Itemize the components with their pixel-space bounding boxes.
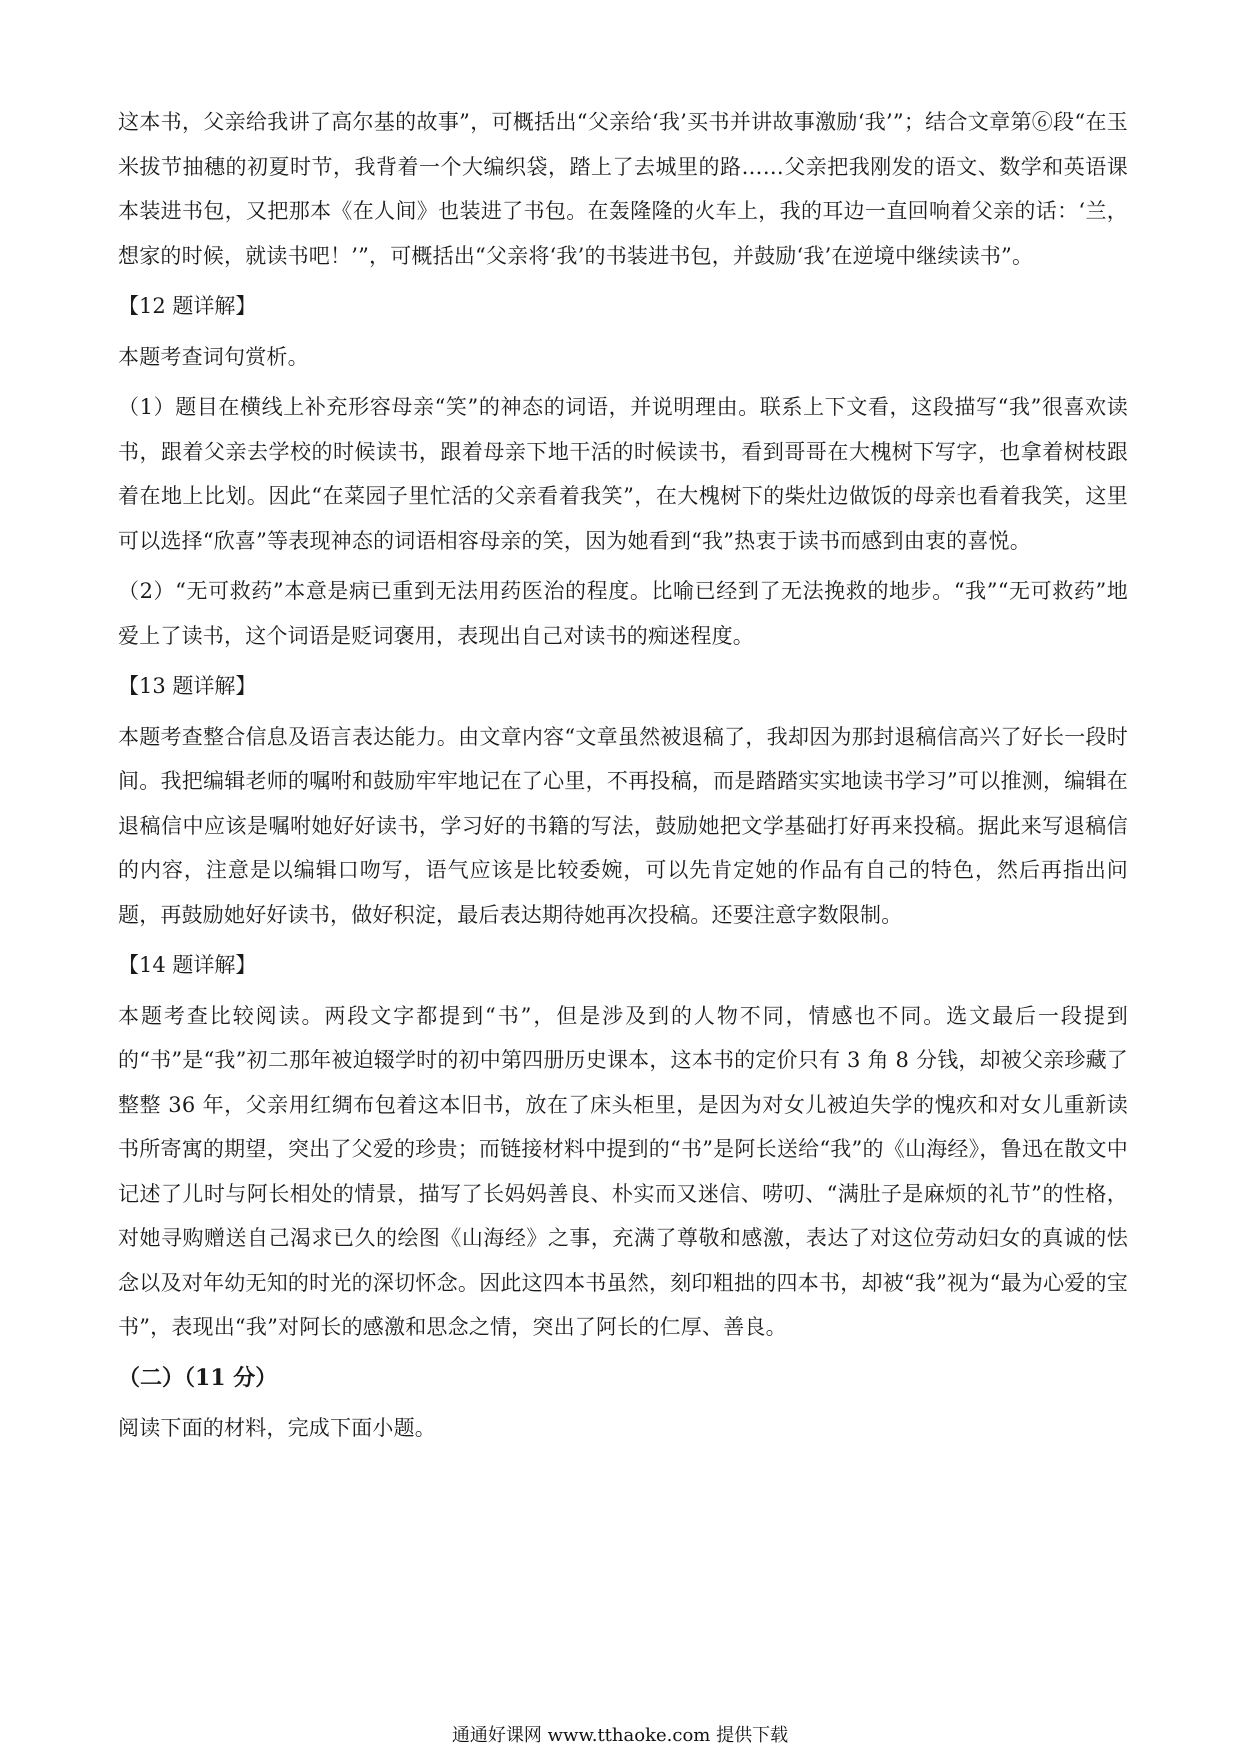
page-footer: 通通好课网 www.tthaoke.com 提供下载 [451,1725,789,1746]
document-body [118,100,1128,1457]
section-two-heading: （二）（11 分） [118,1364,278,1391]
reading-instruction: 阅读下面的材料，完成下面小题。 [118,1416,436,1440]
q12-part2: （2）“无可救药”本意是病已重到无法用药医治的程度。比喻已经到了无法挽救的地步。“我”“无可救药”地爱上了读书，这个词语是贬词褒用，表现出自己对读书的痴迷程度。 [118,579,1128,648]
q14-explanation: 本题考查比较阅读。两段文字都提到“书”，但是涉及到的人物不同，情感也不同。选文最后一段提到的“书”是“我”初二那年被迫辍学时的初中第四册历史课本，这本书的定价只有 3 角 8 分钱，却被父亲珍藏了整整 36 年，父亲用红绸布包着这本旧书，放在了床头柜里，是因为对女儿被迫失学的愧疚和对女儿重新读书所寄寓的期望，突出了父爱的珍贵；而链接材料中提到的“书”是阿长送给“我”的《山海经》，鲁迅在散文中记述了儿时与阿长相处的情景，描写了长妈妈善良、朴实而又迷信、唠叨、“满肚子是麻烦的礼节”的性格，对她寻购赠送自己渴求已久的绘图《山海经》之事，充满了尊敬和感激，表达了对这位劳动妇女的真诚的怯念以及对年幼无知的时光的深切怀念。因此这四本书虽然，刻印粗拙的四本书，却被“我”视为“最为心爱的宝书”，表现出“我”对阿长的感激和思念之情，突出了阿长的仁厚、善良。 [118,1003,1128,1339]
q12-intro: 本题考查词句赏析。 [118,344,309,369]
q13-heading: 【13 题详解】 [118,674,257,698]
q14-heading: 【14 题详解】 [118,953,257,977]
q13-explanation: 本题考查整合信息及语言表达能力。由文章内容“文章虽然被退稿了，我却因为那封退稿信高兴了好长一段时间。我把编辑老师的嘱咐和鼓励牢牢地记在了心里，不再投稿，而是踏踏实实地读书学习”可以推测，编辑在退稿信中应该是嘱咐她好好读书，学习好的书籍的写法，鼓励她把文学基础打好再来投稿。据此来写退稿信的内容，注意是以编辑口吻写，语气应该是比较委婉，可以先肯定她的作品有自己的特色，然后再指出问题，再鼓励她好好读书，做好积淀，最后表达期待她再次投稿。还要注意字数限制。 [118,724,1128,927]
q12-part1: （1）题目在横线上补充形容母亲“笑”的神态的词语，并说明理由。联系上下文看，这段描写“我”很喜欢读书，跟着父亲去学校的时候读书，跟着母亲下地干活的时候读书，看到哥哥在大槐树下写字，也拿着树枝跟着在地上比划。因此“在菜园子里忙活的父亲看着我笑”，在大槐树下的柴灶边做饭的母亲也看着我笑，这里可以选择“欣喜”等表现神态的词语相容母亲的笑，因为她看到“我”热衷于读书而感到由衷的喜悦。 [118,395,1128,553]
q12-heading: 【12 题详解】 [118,294,257,318]
answer-continuation-paragraph: 这本书，父亲给我讲了高尔基的故事”，可概括出“父亲给‘我’买书并讲故事激励‘我’”；结合文章第⑥段“在玉米拔节抽穗的初夏时节，我背着一个大编织袋，踏上了去城里的路……父亲把我刚发的语文、数学和英语课本装进书包，又把那本《在人间》也装进了书包。在轰隆隆的火车上，我的耳边一直回响着父亲的话：‘兰，想家的时候，就读书吧！’”，可概括出“父亲将‘我’的书装进书包，并鼓励‘我’在逆境中继续读书”。 [118,110,1128,268]
